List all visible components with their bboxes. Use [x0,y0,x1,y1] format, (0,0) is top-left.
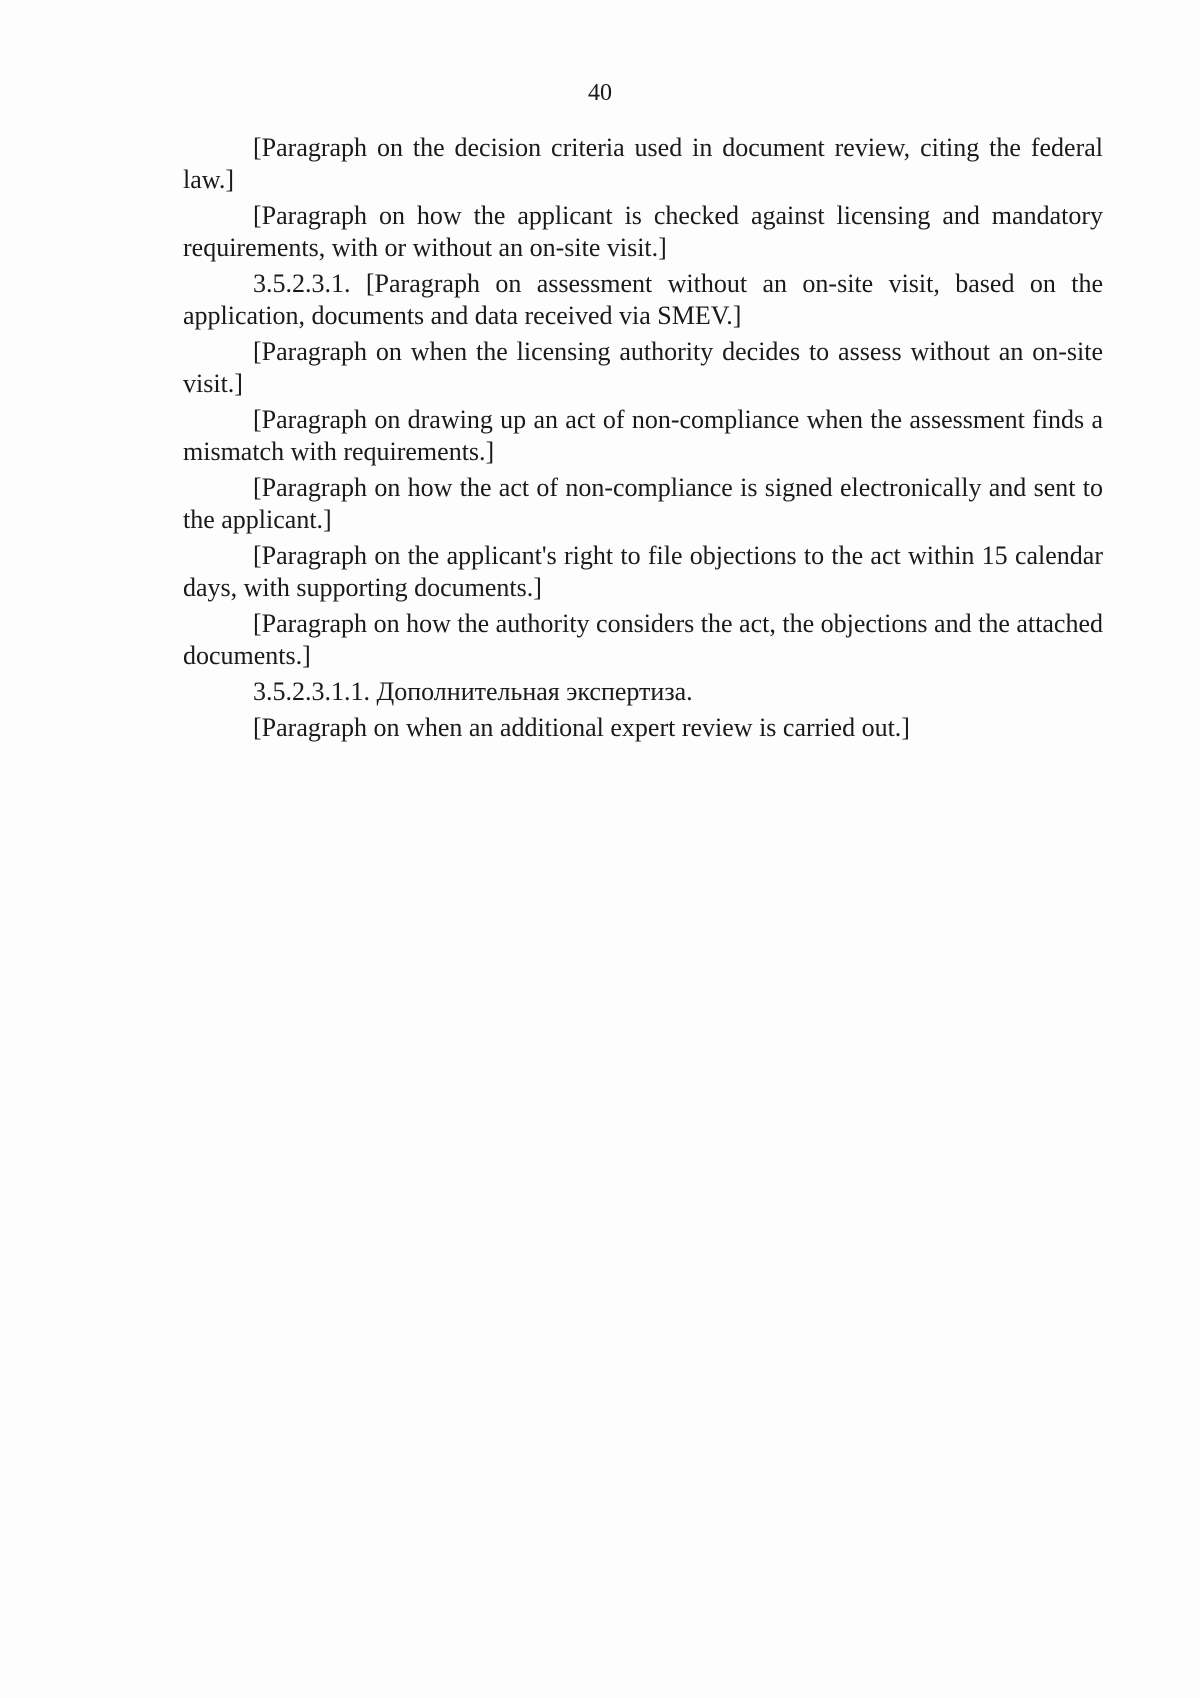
section-number: 3.5.2.3.1. [253,269,351,298]
paragraph-compliance-assessment: [Paragraph on how the applicant is checked against licensing and mandatory requirements, with or without an on-site visit.] [183,201,1103,262]
paragraph-objections-review: [Paragraph on how the authority considers the act, the objections and the attached documents.] [183,609,1103,670]
paragraph-remote-assessment-text: [Paragraph on assessment without an on-site visit, based on the application, documents and data received via SMEV.] [183,269,1103,330]
paragraph-remote-assessment-decision: [Paragraph on when the licensing authority decides to assess without an on-site visit.] [183,337,1103,398]
paragraph-noncompliance-act: [Paragraph on drawing up an act of non-compliance when the assessment finds a mismatch with requirements.] [183,405,1103,466]
section-heading-additional-expertise: 3.5.2.3.1.1. Дополнительная экспертиза. [253,677,693,706]
paragraph-decision-criteria: [Paragraph on the decision criteria used in document review, citing the federal law.] [183,133,1103,194]
paragraph-additional-expertise: [Paragraph on when an additional expert review is carried out.] [253,713,910,742]
paragraph-objections: [Paragraph on the applicant's right to file objections to the act within 15 calendar days, with supporting documents.] [183,541,1103,602]
paragraph-act-delivery: [Paragraph on how the act of non-compliance is signed electronically and sent to the applicant.] [183,473,1103,534]
paragraph-remote-assessment [183,268,1103,332]
page-number: 40 [588,80,612,106]
document-body [183,132,1103,748]
